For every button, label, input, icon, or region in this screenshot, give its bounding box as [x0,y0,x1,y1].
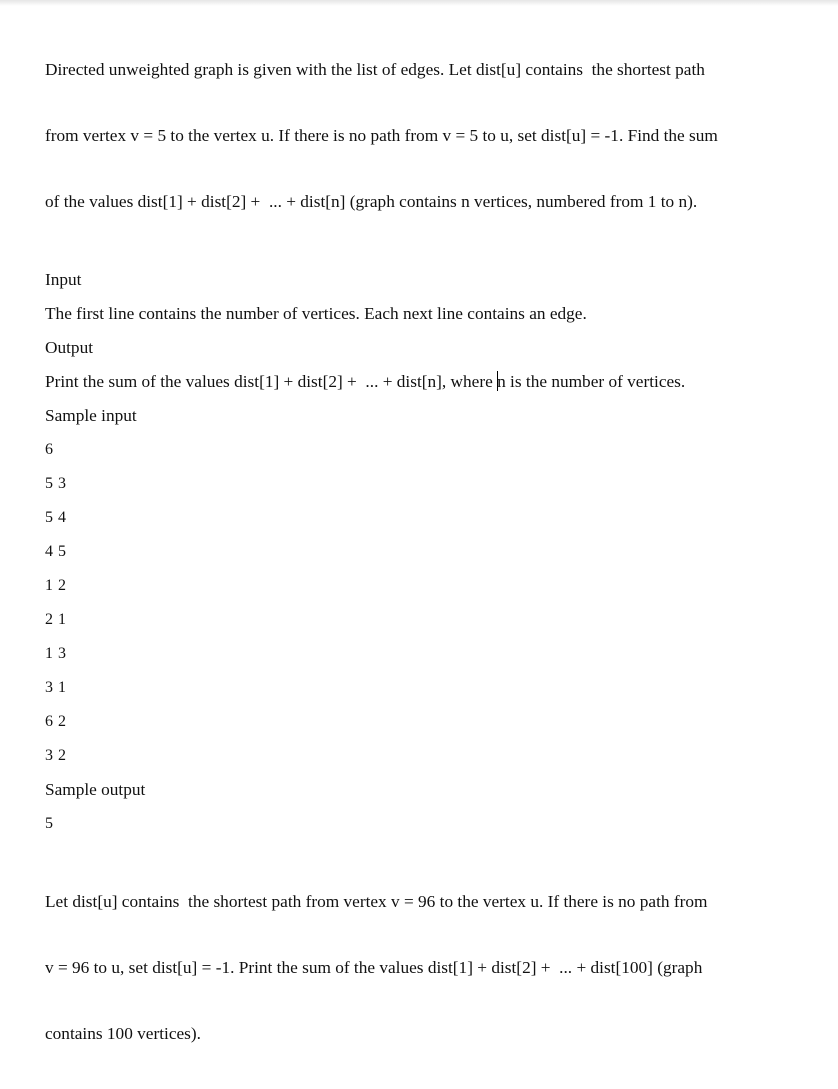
sample-input-line: 5 3 [45,475,67,492]
sample-input-line: 6 2 [45,713,67,730]
input-heading: Input [45,270,82,289]
sample-input-line: 2 1 [45,611,67,628]
problem-statement [45,15,805,257]
input-description: The first line contains the number of vertices. Each next line contains an edge. [45,304,587,323]
sample-output-heading: Sample output [45,780,146,799]
sample-input-heading: Sample input [45,406,137,425]
task-line: contains 100 vertices). [45,1024,201,1043]
output-heading: Output [45,338,94,357]
sample-input-line: 1 2 [45,577,67,594]
sample-input-line: 6 [45,441,54,458]
task-statement [45,847,805,1089]
output-text-part2: n is the number of vertices. [497,372,686,391]
document-body[interactable] [45,15,805,1089]
sample-input-line: 3 1 [45,679,67,696]
statement-line: Directed unweighted graph is given with the list of edges. Let dist[u] contains the shortest path [45,60,705,79]
sample-output-value: 5 [45,815,54,832]
sample-input-line: 5 4 [45,509,67,526]
output-text-part1: Print the sum of the values dist[1] + dist[2] + ... + dist[n], where [45,372,498,391]
statement-line: from vertex v = 5 to the vertex u. If there is no path from v = 5 to u, set dist[u] = -1. Find the sum [45,126,718,145]
task-line: v = 96 to u, set dist[u] = -1. Print the sum of the values dist[1] + dist[2] + ... + dist[100] (graph [45,958,703,977]
sample-input-line: 4 5 [45,543,67,560]
sample-input-line: 1 3 [45,645,67,662]
sample-input-line: 3 2 [45,747,67,764]
top-shadow [0,0,838,6]
task-line: Let dist[u] contains the shortest path from vertex v = 96 to the vertex u. If there is no path from [45,892,708,911]
output-description [45,371,805,393]
statement-line: of the values dist[1] + dist[2] + ... + dist[n] (graph contains n vertices, numbered from 1 to n). [45,192,698,211]
